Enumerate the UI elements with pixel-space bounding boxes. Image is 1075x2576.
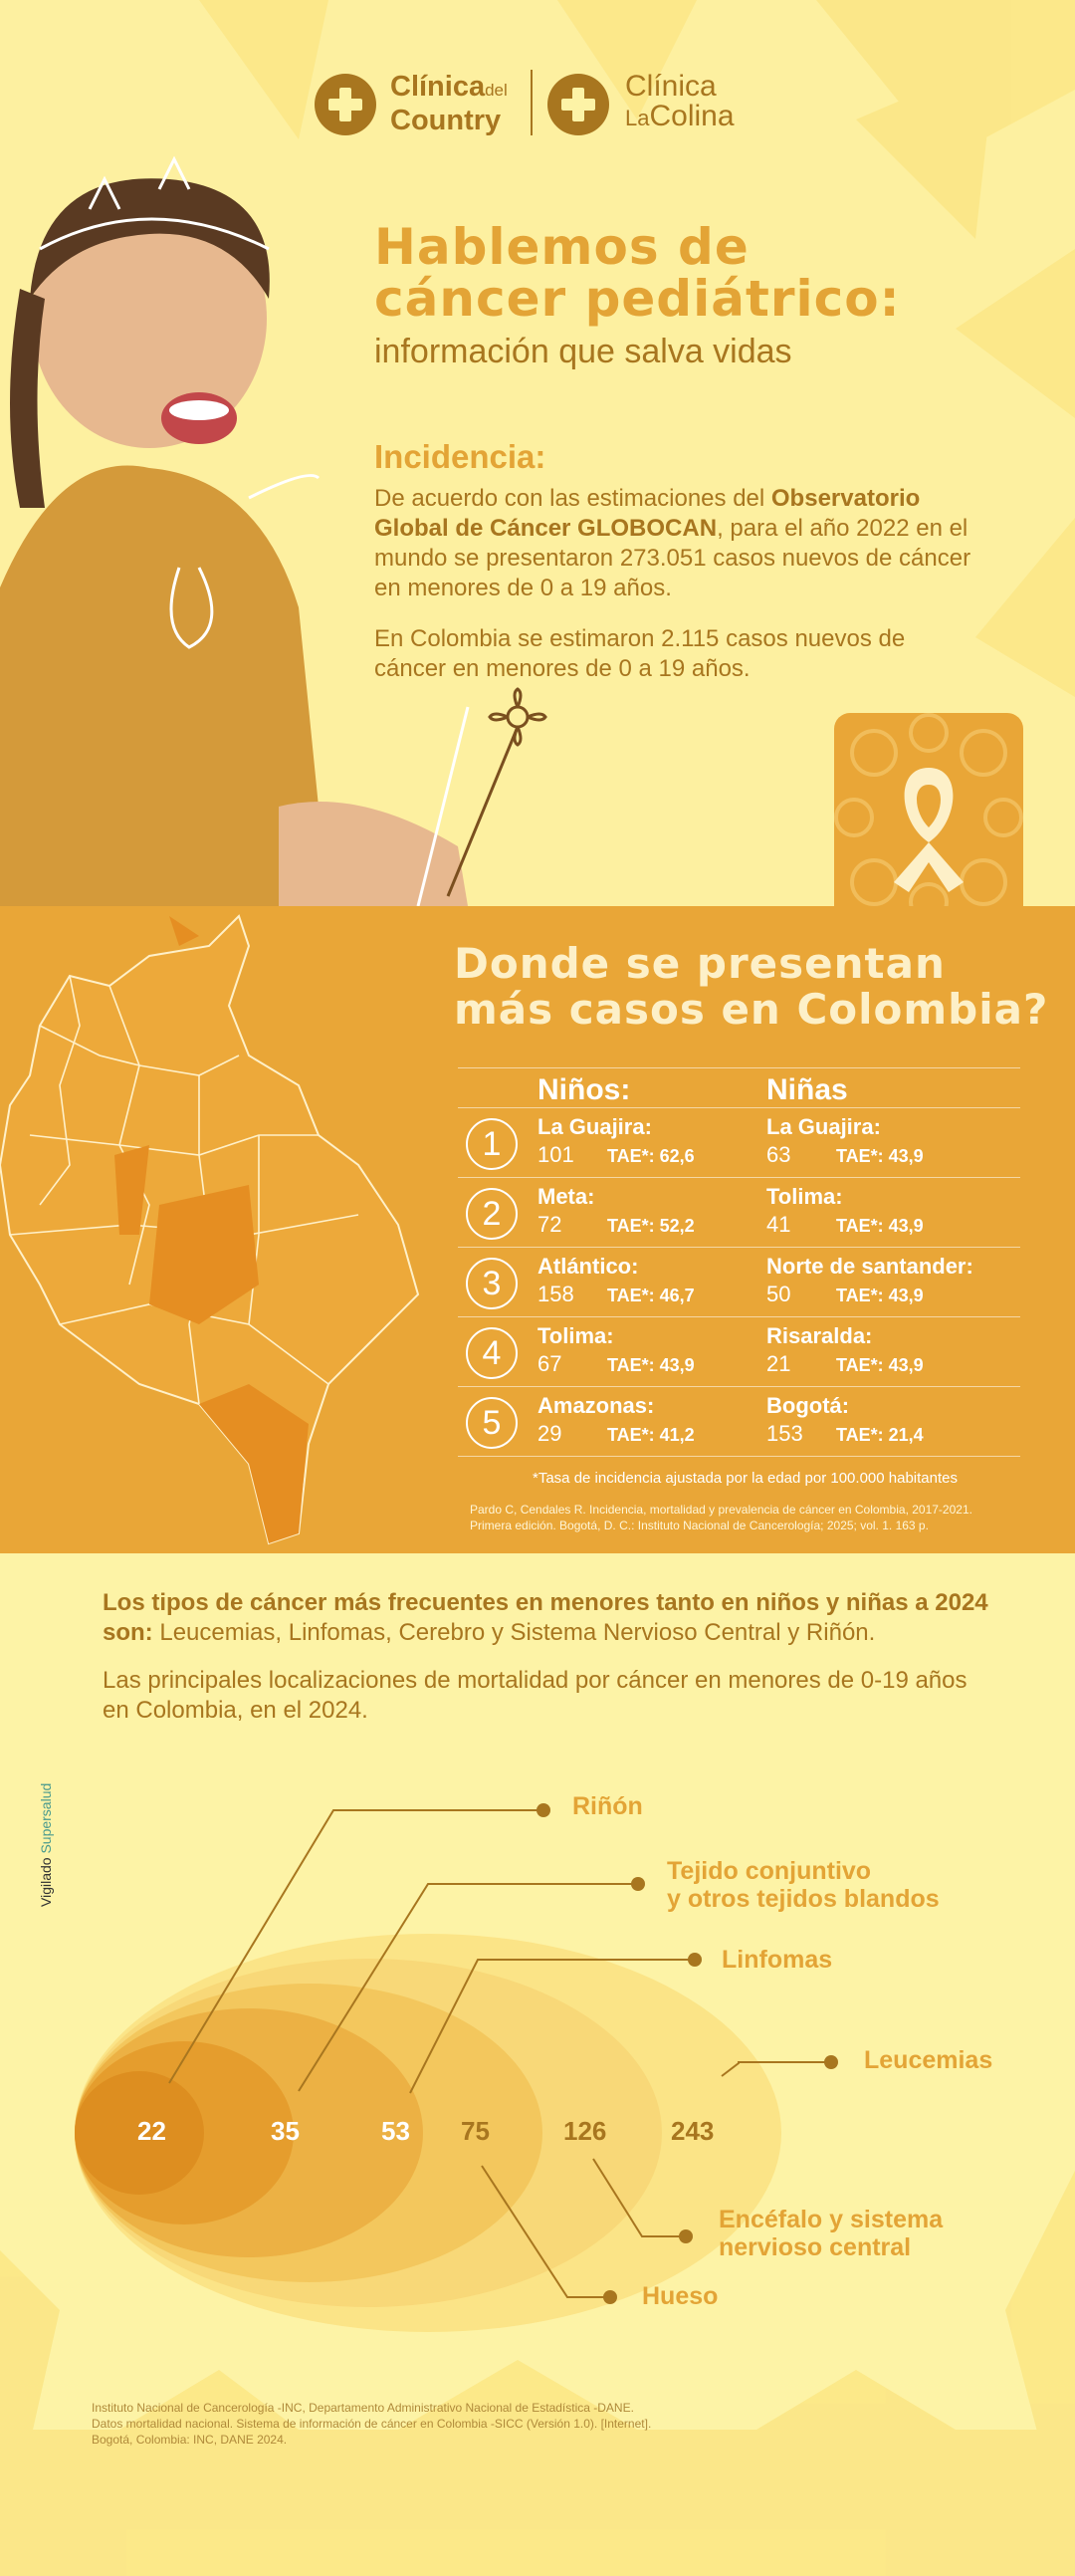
girls-tae: TAE*: 43,9 <box>836 1146 924 1166</box>
value-rinon: 22 <box>137 2116 166 2146</box>
label-tejido-l2: y otros tejidos blandos <box>667 1885 940 1913</box>
girls-count: 21 <box>766 1351 791 1376</box>
rank-badge: 4 <box>466 1327 518 1379</box>
table-row <box>458 1386 1020 1456</box>
incidence-paragraph-1 <box>374 484 971 603</box>
cancer-types-rest: Leucemias, Linfomas, Cerebro y Sistema Nervioso Central y Riñón. <box>152 1619 876 1646</box>
logo1-small: del <box>485 81 508 100</box>
colombia-source <box>470 1502 972 1533</box>
logo-divider <box>531 70 533 135</box>
incidence-heading: Incidencia: <box>374 438 546 475</box>
logo2-line1: Clínica <box>625 70 717 103</box>
flower-wand-icon <box>418 687 547 906</box>
label-rinon: Riñón <box>572 1792 643 1820</box>
boys-tae: TAE*: 62,6 <box>607 1146 695 1166</box>
logo1-line1: Clínica <box>390 71 486 103</box>
awareness-ribbon-icon <box>834 713 1023 922</box>
boys-place: Tolima: <box>538 1323 614 1348</box>
girls-place: Bogotá: <box>766 1393 850 1418</box>
colombia-title-line2: más casos en Colombia? <box>454 985 1049 1034</box>
clinica-la-colina-logo-icon <box>547 74 609 135</box>
incidence-p1-c: , para el año 2022 en el mundo se presentaron 273.051 casos nuevos de cáncer en menores de 0 a 19 años. <box>374 515 971 601</box>
logo1-line2: Country <box>390 105 502 136</box>
label-tejido-l1: Tejido conjuntivo <box>667 1857 872 1885</box>
clinica-la-colina-logo <box>625 72 784 133</box>
boys-count: 29 <box>538 1421 562 1446</box>
girls-count: 63 <box>766 1142 791 1167</box>
table-row <box>458 1177 1020 1247</box>
column-boys: Niños: <box>538 1073 631 1106</box>
rank-badge: 1 <box>466 1118 518 1170</box>
hero-title-line1: Hablemos de <box>374 218 750 276</box>
girls-tae: TAE*: 21,4 <box>836 1425 924 1445</box>
value-tejido: 35 <box>271 2116 300 2146</box>
girls-count: 41 <box>766 1212 791 1237</box>
colombia-map <box>0 906 438 1553</box>
boys-tae: TAE*: 43,9 <box>607 1355 695 1375</box>
value-hueso: 75 <box>461 2116 490 2146</box>
label-leucemias: Leucemias <box>864 2046 993 2074</box>
clinica-del-country-logo-icon <box>315 74 376 135</box>
boys-tae: TAE*: 52,2 <box>607 1216 695 1236</box>
hero-subtitle: información que salva vidas <box>374 333 792 370</box>
bottom-source-l3: Bogotá, Colombia: INC, DANE 2024. <box>92 2433 288 2447</box>
boys-place: La Guajira: <box>538 1114 652 1139</box>
boys-count: 72 <box>538 1212 562 1237</box>
boys-count: 67 <box>538 1351 562 1376</box>
table-bottom-line <box>458 1456 1020 1457</box>
bottom-source-l1: Instituto Nacional de Cancerología -INC, Departamento Administrativo Nacional de Estadística -DANE. <box>92 2401 634 2415</box>
cancer-types-bold: Los tipos de cáncer más frecuentes en menores tanto en niños y niñas a 2024 son: <box>103 1589 988 1646</box>
value-encefalo: 126 <box>563 2116 607 2146</box>
colombia-title <box>454 941 1051 1033</box>
girls-tae: TAE*: 43,9 <box>836 1286 924 1305</box>
girls-place: Tolima: <box>766 1184 843 1209</box>
logo2-line2a: La <box>625 106 650 130</box>
colombia-title-line1: Donde se presentan <box>454 939 946 988</box>
girls-place: Norte de santander: <box>766 1254 973 1279</box>
rank-badge: 2 <box>466 1188 518 1240</box>
hero-title <box>374 218 1011 328</box>
table-header-line <box>458 1067 1020 1068</box>
girls-place: Risaralda: <box>766 1323 873 1348</box>
table-row <box>458 1247 1020 1316</box>
bottom-source <box>92 2400 651 2448</box>
ribbon-badge <box>834 713 1023 922</box>
table-row <box>458 1107 1020 1177</box>
colombia-footnote: *Tasa de incidencia ajustada por la edad por 100.000 habitantes <box>533 1470 958 1487</box>
boys-tae: TAE*: 46,7 <box>607 1286 695 1305</box>
boys-tae: TAE*: 41,2 <box>607 1425 695 1445</box>
column-girls: Niñas <box>766 1073 848 1106</box>
table-row <box>458 1316 1020 1386</box>
cancer-types-paragraph <box>103 1588 998 1648</box>
rank-badge: 5 <box>466 1397 518 1449</box>
label-encefalo <box>719 2206 943 2261</box>
boys-count: 101 <box>538 1142 574 1167</box>
colombia-source-line1: Pardo C, Cendales R. Incidencia, mortalidad y prevalencia de cáncer en Colombia, 2017-2021. <box>470 1503 972 1517</box>
value-linfomas: 53 <box>381 2116 410 2146</box>
incidence-p1-b: Observatorio Global de Cáncer GLOBOCAN <box>374 485 921 542</box>
girls-count: 153 <box>766 1421 803 1446</box>
girls-tae: TAE*: 43,9 <box>836 1216 924 1236</box>
girls-tae: TAE*: 43,9 <box>836 1355 924 1375</box>
hero-title-line2: cáncer pediátrico: <box>374 270 901 328</box>
colombia-source-line2: Primera edición. Bogotá, D. C.: Instituto Nacional de Cancerología; 2025; vol. 1. 163 p. <box>470 1519 929 1532</box>
girls-place: La Guajira: <box>766 1114 881 1139</box>
logo2-line2b: Colina <box>649 100 735 132</box>
incidence-p1-a: De acuerdo con las estimaciones del <box>374 485 771 512</box>
boys-place: Meta: <box>538 1184 595 1209</box>
rank-badge: 3 <box>466 1258 518 1309</box>
value-leucemias: 243 <box>671 2116 715 2146</box>
label-hueso: Hueso <box>642 2282 719 2310</box>
bottom-source-l2: Datos mortalidad nacional. Sistema de información de cáncer en Colombia -SICC (Versión 1.0). [Internet]. <box>92 2417 652 2431</box>
label-tejido <box>667 1857 940 1913</box>
label-encefalo-l1: Encéfalo y sistema <box>719 2206 944 2233</box>
label-linfomas: Linfomas <box>722 1946 833 1974</box>
mortality-intro: Las principales localizaciones de mortalidad por cáncer en menores de 0-19 años en Colombia, en el 2024. <box>103 1667 968 1724</box>
vigilado-text: Vigilado <box>38 1857 54 1907</box>
girls-count: 50 <box>766 1282 791 1306</box>
supersalud-text: Supersalud <box>38 1782 54 1854</box>
incidence-paragraph-2: En Colombia se estimaron 2.115 casos nuevos de cáncer en menores de 0 a 19 años. <box>374 625 906 682</box>
boys-place: Atlántico: <box>538 1254 639 1279</box>
boys-count: 158 <box>538 1282 574 1306</box>
label-encefalo-l2: nervioso central <box>719 2233 912 2261</box>
clinica-del-country-logo <box>390 72 530 135</box>
boys-place: Amazonas: <box>538 1393 655 1418</box>
